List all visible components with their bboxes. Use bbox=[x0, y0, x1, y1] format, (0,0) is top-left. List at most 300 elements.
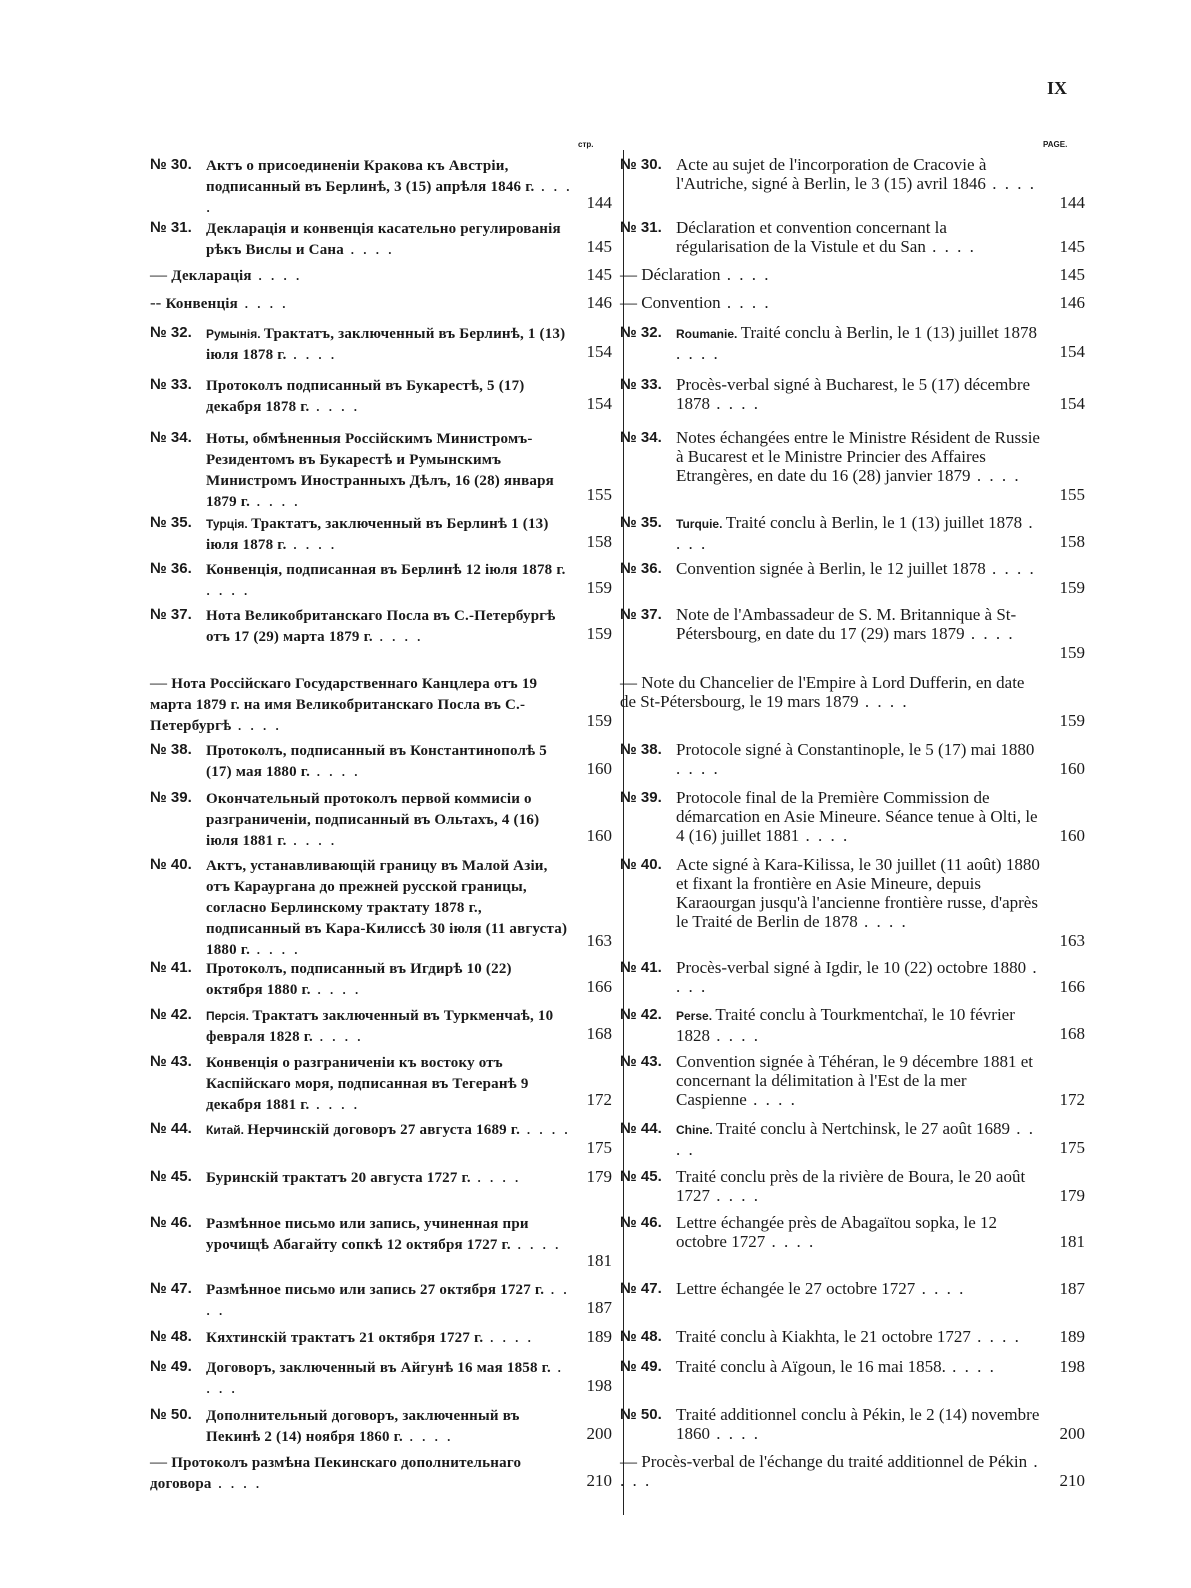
toc-entry-ru bbox=[150, 1119, 612, 1157]
entry-number: № 48. bbox=[620, 1328, 662, 1345]
entry-text: Актъ, устанавливающій границу въ Малой Азіи, отъ Караургана до прежней русской границы, согласно Берлинскому трактату 1878 г., подписанный въ Кара-Килиссѣ 30 іюля (11 августа) 1880 г. bbox=[206, 858, 568, 958]
entry-page-number: 145 bbox=[1059, 237, 1085, 256]
entry-page-number: 154 bbox=[1059, 342, 1085, 361]
entry-text: Окончательный протоколъ первой коммисіи о разграниченіи, подписанный въ Ольтахъ, 4 (16) іюля 1881 г. bbox=[206, 791, 540, 849]
entry-text: Traité conclu à Nertchinsk, le 27 août 1689 bbox=[716, 1119, 1010, 1138]
entry-text: Трактатъ заключенный въ Туркменчаѣ, 10 февраля 1828 г. bbox=[206, 1008, 554, 1045]
entry-title bbox=[206, 1279, 572, 1319]
entry-number: № 44. bbox=[150, 1120, 192, 1137]
toc-entry-fr bbox=[620, 1213, 1085, 1251]
entry-text: Acte au sujet de l'incorporation de Cracovie à l'Autriche, signé à Berlin, le 3 (15) avril 1846 bbox=[676, 155, 987, 193]
entry-page-number: 159 bbox=[586, 578, 612, 597]
entry-title bbox=[676, 1119, 1041, 1159]
page-column-header-ru: стр. bbox=[578, 140, 594, 149]
dot-leader: . . . . bbox=[313, 1026, 364, 1045]
entry-title bbox=[676, 740, 1041, 778]
entry-page-number: 158 bbox=[1059, 532, 1085, 551]
toc-entry-ru bbox=[150, 1452, 612, 1490]
dot-leader: . . . . bbox=[520, 1119, 571, 1138]
dot-leader: . . . . bbox=[510, 1234, 561, 1253]
entry-number: № 48. bbox=[150, 1328, 192, 1345]
dot-leader: . . . . bbox=[206, 1279, 570, 1319]
entry-title bbox=[206, 559, 572, 599]
toc-entry-fr bbox=[620, 740, 1085, 778]
entry-title bbox=[206, 958, 572, 1000]
dot-leader: . . . . bbox=[676, 513, 1035, 553]
entry-text: Кяхтинскій трактатъ 21 октября 1727 г. bbox=[206, 1330, 484, 1346]
toc-entry-fr bbox=[620, 155, 1085, 212]
entry-number: № 47. bbox=[150, 1280, 192, 1297]
entry-country: Perse. bbox=[676, 1009, 716, 1023]
entry-text: Нота Россійскаго Государственнаго Канцлера отъ 19 марта 1879 г. на имя Великобританскаго Посла въ С.-Петербургѣ bbox=[150, 676, 538, 734]
entry-number: № 31. bbox=[150, 219, 192, 236]
entry-number: № 47. bbox=[620, 1280, 662, 1297]
entry-text: Traité conclu à Berlin, le 1 (13) juillet 1878 bbox=[740, 323, 1038, 342]
entry-text: Lettre échangée près de Abagaïtou sopka, le 12 octobre 1727 bbox=[676, 1213, 997, 1251]
entry-title bbox=[676, 428, 1041, 485]
entry-title bbox=[206, 155, 572, 216]
dot-leader: . . . . bbox=[985, 559, 1036, 578]
toc-entry-fr bbox=[620, 855, 1085, 950]
toc-entry-ru bbox=[150, 1005, 612, 1043]
toc-entry-ru bbox=[150, 155, 612, 216]
entry-country: Турція. bbox=[206, 517, 252, 531]
entry-country: Chine. bbox=[676, 1123, 717, 1137]
dot-leader: . . . . bbox=[676, 1119, 1035, 1159]
entry-page-number: 145 bbox=[586, 237, 612, 256]
entry-number: № 30. bbox=[620, 156, 662, 173]
entry-number: № 30. bbox=[150, 156, 192, 173]
entry-page-number: 166 bbox=[1059, 977, 1085, 996]
entry-page-number: 166 bbox=[586, 977, 612, 996]
entry-text: Конвенція о разграниченіи къ востоку отъ Каспійскаго моря, подписанная въ Тегеранѣ 9 декабря 1881 г. bbox=[206, 1055, 529, 1113]
entry-page-number: 175 bbox=[1059, 1138, 1085, 1157]
toc-entry-fr bbox=[620, 1357, 1085, 1376]
entry-text: Протоколъ, подписанный въ Константинополѣ 5 (17) мая 1880 г. bbox=[206, 743, 547, 780]
entry-number: № 49. bbox=[150, 1358, 192, 1375]
entry-page-number: 146 bbox=[1059, 293, 1085, 312]
entry-number: № 43. bbox=[620, 1053, 662, 1070]
dot-leader: . . . . bbox=[620, 1452, 1040, 1490]
entry-text: Протоколъ, подписанный въ Игдирѣ 10 (22) октября 1880 г. bbox=[206, 961, 512, 998]
entry-page-number: 181 bbox=[586, 1251, 612, 1270]
entry-text: Протоколъ размѣна Пекинскаго дополнительнаго договора bbox=[150, 1455, 522, 1492]
entry-text: Traité conclu à Tourkmentchaï, le 10 février 1828 bbox=[676, 1005, 1015, 1045]
entry-page-number: 154 bbox=[586, 394, 612, 413]
entry-title bbox=[676, 855, 1041, 931]
entry-page-number: 145 bbox=[586, 265, 612, 284]
entry-page-number: 144 bbox=[586, 193, 612, 212]
entry-title bbox=[206, 1405, 572, 1447]
entry-text: Procès-verbal signé à Bucharest, le 5 (17) décembre 1878 bbox=[676, 375, 1031, 413]
entry-page-number: 155 bbox=[586, 485, 612, 504]
entry-title bbox=[206, 605, 572, 647]
entry-page-number: 200 bbox=[586, 1424, 612, 1443]
dot-leader: . . . . bbox=[915, 1279, 966, 1298]
toc-entry-fr bbox=[620, 428, 1085, 504]
entry-page-number: 160 bbox=[1059, 759, 1085, 778]
toc-entry-fr bbox=[620, 788, 1085, 845]
entry-number: № 50. bbox=[620, 1406, 662, 1423]
entry-country: Китай. bbox=[206, 1123, 248, 1137]
toc-entry-ru bbox=[150, 1327, 612, 1346]
entry-page-number: 160 bbox=[586, 759, 612, 778]
dot-leader: . . . . bbox=[746, 1090, 797, 1109]
dot-leader: . . . . bbox=[310, 761, 361, 780]
entry-title bbox=[206, 428, 572, 512]
toc-entry-fr bbox=[620, 375, 1085, 413]
dot-leader: . . . . bbox=[206, 580, 250, 599]
entry-text: Размѣнное письмо или запись, учиненная при урочищѣ Абагайту сопкѣ 12 октября 1727 г. bbox=[206, 1216, 529, 1253]
entry-page-number: 159 bbox=[586, 711, 612, 730]
toc-entry-ru bbox=[150, 605, 612, 643]
toc-entry-fr bbox=[620, 218, 1085, 256]
toc-entry-ru bbox=[150, 559, 612, 597]
entry-country: Turquie. bbox=[676, 517, 726, 531]
toc-entry-fr bbox=[620, 1119, 1085, 1157]
dot-leader: . . . . bbox=[470, 1167, 521, 1186]
toc-entry-ru bbox=[150, 513, 612, 551]
dot-leader: . . . . bbox=[286, 830, 337, 849]
entry-text: Нота Великобританскаго Посла въ С.-Петербургѣ отъ 17 (29) марта 1879 г. bbox=[206, 608, 556, 645]
entry-dash: — bbox=[620, 293, 642, 312]
entry-dash: — bbox=[620, 673, 642, 692]
entry-country: Персія. bbox=[206, 1009, 253, 1023]
entry-number: № 38. bbox=[150, 741, 192, 758]
entry-page-number: 146 bbox=[586, 293, 612, 312]
french-toc-column bbox=[620, 155, 1085, 1525]
entry-title bbox=[206, 740, 572, 782]
entry-page-number: 181 bbox=[1059, 1232, 1085, 1251]
entry-title bbox=[676, 1213, 1041, 1251]
entry-number: № 32. bbox=[620, 324, 662, 341]
entry-title bbox=[676, 1279, 1041, 1298]
entry-title bbox=[676, 1167, 1041, 1205]
entry-text: Договоръ, заключенный въ Айгунѣ 16 мая 1858 г. bbox=[206, 1360, 551, 1376]
entry-number: № 41. bbox=[150, 959, 192, 976]
toc-entry-ru bbox=[150, 265, 612, 284]
toc-entry-ru bbox=[150, 958, 612, 996]
dot-leader: . . . . bbox=[970, 1327, 1021, 1346]
toc-entry-ru bbox=[150, 218, 612, 256]
entry-number: № 45. bbox=[150, 1168, 192, 1185]
entry-text: Protocole final de la Première Commission de démarcation en Asie Mineure. Séance tenue à Olti, le 4 (16) juillet 1881 bbox=[676, 788, 1038, 845]
entry-page-number: 159 bbox=[1059, 643, 1085, 662]
entry-number: № 36. bbox=[620, 560, 662, 577]
entry-number: № 44. bbox=[620, 1120, 662, 1137]
entry-text: Procès-verbal de l'échange du traité additionnel de Pékin bbox=[641, 1452, 1028, 1471]
entry-title bbox=[676, 375, 1041, 413]
entry-title bbox=[676, 788, 1041, 845]
entry-page-number: 172 bbox=[1059, 1090, 1085, 1109]
dot-leader: . . . . bbox=[720, 265, 771, 284]
entry-title bbox=[676, 1405, 1041, 1443]
entry-title bbox=[620, 265, 1041, 284]
toc-entry-ru bbox=[150, 1357, 612, 1395]
entry-page-number: 189 bbox=[586, 1327, 612, 1346]
entry-title bbox=[206, 1327, 572, 1348]
toc-entry-ru bbox=[150, 1279, 612, 1317]
entry-page-number: 154 bbox=[586, 342, 612, 361]
entry-title bbox=[206, 513, 572, 555]
dot-leader: . . . . bbox=[309, 396, 360, 415]
entry-number: № 35. bbox=[620, 514, 662, 531]
entry-title bbox=[676, 155, 1041, 193]
entry-number: № 37. bbox=[150, 606, 192, 623]
entry-page-number: 144 bbox=[1059, 193, 1085, 212]
entry-page-number: 154 bbox=[1059, 394, 1085, 413]
entry-number: № 45. bbox=[620, 1168, 662, 1185]
dot-leader: . . . . bbox=[231, 715, 282, 734]
toc-entry-ru bbox=[150, 1052, 612, 1113]
entry-page-number: 145 bbox=[1059, 265, 1085, 284]
entry-title bbox=[620, 673, 1041, 711]
entry-page-number: 198 bbox=[1059, 1357, 1085, 1376]
entry-text: Traité conclu près de la rivière de Boura, le 20 août 1727 bbox=[676, 1167, 1026, 1205]
entry-title bbox=[676, 605, 1041, 643]
entry-page-number: 172 bbox=[586, 1090, 612, 1109]
toc-entry-fr bbox=[620, 265, 1085, 284]
dot-leader: . . . . bbox=[676, 958, 1039, 996]
entry-text: Traité additionnel conclu à Pékin, le 2 (14) novembre 1860 bbox=[676, 1405, 1040, 1443]
entry-page-number: 163 bbox=[1059, 931, 1085, 950]
entry-title bbox=[676, 1357, 1041, 1376]
entry-dash: — bbox=[150, 1452, 172, 1471]
entry-text: Convention signée à Téhéran, le 9 décembre 1881 et concernant la délimitation à l'Est de la mer Caspienne bbox=[676, 1052, 1034, 1109]
entry-number: № 42. bbox=[150, 1006, 192, 1023]
entry-page-number: 189 bbox=[1059, 1327, 1085, 1346]
dot-leader: . . . . bbox=[720, 293, 771, 312]
entry-text: Актъ о присоединеніи Кракова къ Австріи, подписанный въ Берлинѣ, 3 (15) апрѣля 1846 г. bbox=[206, 158, 535, 195]
dot-leader: . . . . bbox=[286, 534, 337, 553]
toc-entry-fr bbox=[620, 513, 1085, 551]
entry-title bbox=[206, 1357, 572, 1397]
entry-text: Convention signée à Berlin, le 12 juillet 1878 bbox=[676, 559, 986, 578]
dot-leader: . . . . bbox=[970, 466, 1021, 485]
entry-text: Notes échangées entre le Ministre Résident de Russie à Bucarest et le Ministre Princier des Affaires Etrangères, en date du 16 (28) janvier 1879 bbox=[676, 428, 1040, 485]
toc-entry-fr bbox=[620, 1052, 1085, 1109]
entry-page-number: 159 bbox=[1059, 578, 1085, 597]
entry-text: Traité conclu à Kiakhta, le 21 octobre 1727 bbox=[676, 1327, 971, 1346]
entry-number: № 36. bbox=[150, 560, 192, 577]
entry-text: Дополнительный договоръ, заключенный въ Пекинѣ 2 (14) ноября 1860 г. bbox=[206, 1408, 520, 1445]
entry-number: № 34. bbox=[150, 429, 192, 446]
dot-leader: . . . . bbox=[211, 1473, 262, 1492]
entry-country: Румынія. bbox=[206, 327, 264, 341]
entry-page-number: 179 bbox=[586, 1167, 612, 1186]
entry-number: № 35. bbox=[150, 514, 192, 531]
entry-title bbox=[206, 1052, 572, 1115]
dot-leader: . . . . bbox=[710, 1424, 760, 1443]
entry-page-number: 159 bbox=[586, 624, 612, 643]
entry-page-number: 159 bbox=[1059, 711, 1085, 730]
dot-leader: . . . . bbox=[945, 1357, 996, 1376]
entry-page-number: 200 bbox=[1059, 1424, 1085, 1443]
entry-number: № 39. bbox=[620, 789, 662, 806]
entry-page-number: 187 bbox=[1059, 1279, 1085, 1298]
entry-text: Lettre échangée le 27 octobre 1727 bbox=[676, 1279, 916, 1298]
entry-number: № 37. bbox=[620, 606, 662, 623]
entry-title bbox=[676, 958, 1041, 996]
entry-title bbox=[620, 1452, 1041, 1490]
russian-toc-column bbox=[150, 155, 612, 1525]
dot-leader: . . . . bbox=[343, 239, 394, 258]
toc-entry-ru bbox=[150, 323, 612, 361]
toc-entry-fr bbox=[620, 1279, 1085, 1298]
dot-leader: . . . . bbox=[372, 626, 423, 645]
entry-title bbox=[206, 1005, 572, 1047]
toc-entry-ru bbox=[150, 1167, 612, 1186]
entry-number: № 46. bbox=[620, 1214, 662, 1231]
toc-entry-fr bbox=[620, 293, 1085, 312]
dot-leader: . . . . bbox=[286, 344, 337, 363]
entry-title bbox=[676, 559, 1041, 578]
dot-leader: . . . . bbox=[310, 979, 361, 998]
dot-leader: . . . . bbox=[676, 759, 720, 778]
entry-text: Ноты, обмѣненныя Россійскимъ Министромъ-Резидентомъ въ Букарестѣ и Румынскимъ Министромъ Иностранныхъ Дѣлъ, 16 (28) января 1879 г. bbox=[206, 431, 554, 510]
entry-page-number: 160 bbox=[1059, 826, 1085, 845]
entry-page-number: 179 bbox=[1059, 1186, 1085, 1205]
entry-number: № 33. bbox=[150, 376, 192, 393]
entry-page-number: 155 bbox=[1059, 485, 1085, 504]
dot-leader: . . . . bbox=[985, 174, 1036, 193]
entry-text: Трактатъ, заключенный въ Берлинѣ, 1 (13) іюля 1878 г. bbox=[206, 326, 566, 363]
entry-country: Roumanie. bbox=[676, 327, 741, 341]
entry-title bbox=[676, 1052, 1041, 1109]
entry-text: Traité conclu à Berlin, le 1 (13) juillet 1878 bbox=[725, 513, 1023, 532]
entry-dash: — bbox=[620, 265, 642, 284]
entry-text: Конвенція bbox=[165, 296, 238, 312]
entry-title bbox=[620, 293, 1041, 312]
toc-entry-fr bbox=[620, 1005, 1085, 1043]
dot-leader: . . . . bbox=[206, 176, 572, 216]
dot-leader: . . . . bbox=[925, 237, 976, 256]
dot-leader: . . . . bbox=[710, 1026, 760, 1045]
toc-entry-fr bbox=[620, 1452, 1085, 1490]
entry-title bbox=[150, 265, 572, 286]
toc-entry-ru bbox=[150, 428, 612, 510]
entry-page-number: 160 bbox=[586, 826, 612, 845]
dot-leader: . . . . bbox=[858, 692, 909, 711]
dot-leader: . . . . bbox=[710, 394, 760, 413]
entry-title bbox=[206, 855, 572, 960]
entry-title bbox=[206, 788, 572, 851]
entry-number: № 49. bbox=[620, 1358, 662, 1375]
entry-page-number: 158 bbox=[586, 532, 612, 551]
dot-leader: . . . . bbox=[964, 624, 1015, 643]
toc-entry-ru bbox=[150, 1405, 612, 1443]
entry-dash: — bbox=[620, 1452, 642, 1471]
entry-text: Acte signé à Kara-Kilissa, le 30 juillet (11 août) 1880 et fixant la frontière en Asie Mineure, depuis Karaourgan jusqu'à l'ancienne frontière russe, d'après le Traité de Berlin de 1878 bbox=[676, 855, 1040, 931]
entry-text: Декларація и конвенція касательно регулированія рѣкъ Вислы и Сана bbox=[206, 221, 561, 258]
dot-leader: . . . . bbox=[309, 1094, 360, 1113]
toc-entry-fr bbox=[620, 673, 1085, 730]
toc-entry-ru bbox=[150, 375, 612, 413]
toc-entry-fr bbox=[620, 1405, 1085, 1443]
toc-entry-ru bbox=[150, 673, 612, 734]
dot-leader: . . . . bbox=[676, 344, 720, 363]
entry-number: № 32. bbox=[150, 324, 192, 341]
entry-page-number: 187 bbox=[586, 1298, 612, 1317]
toc-entry-ru bbox=[150, 740, 612, 778]
entry-number: № 40. bbox=[620, 856, 662, 873]
entry-title bbox=[206, 323, 572, 365]
dot-leader: . . . . bbox=[250, 491, 301, 510]
entry-text: Нерчинскій договоръ 27 августа 1689 г. bbox=[247, 1122, 521, 1138]
toc-entry-fr bbox=[620, 1327, 1085, 1346]
toc-entry-fr bbox=[620, 605, 1085, 662]
toc-entry-fr bbox=[620, 323, 1085, 361]
dot-leader: . . . . bbox=[206, 1357, 564, 1397]
toc-entry-ru bbox=[150, 293, 612, 312]
entry-number: № 34. bbox=[620, 429, 662, 446]
entry-text: Буринскій трактатъ 20 августа 1727 г. bbox=[206, 1170, 471, 1186]
dot-leader: . . . . bbox=[799, 826, 850, 845]
entry-text: Размѣнное письмо или запись 27 октября 1727 г. bbox=[206, 1282, 545, 1298]
entry-title bbox=[206, 1213, 572, 1255]
entry-number: № 31. bbox=[620, 219, 662, 236]
dot-leader: . . . . bbox=[483, 1327, 534, 1346]
entry-number: № 43. bbox=[150, 1053, 192, 1070]
entry-page-number: 198 bbox=[586, 1376, 612, 1395]
entry-title bbox=[676, 218, 1041, 256]
entry-text: Декларація bbox=[171, 268, 252, 284]
entry-text: Traité conclu à Aïgoun, le 16 mai 1858. bbox=[676, 1357, 946, 1376]
entry-page-number: 210 bbox=[586, 1471, 612, 1490]
entry-number: № 40. bbox=[150, 856, 192, 873]
entry-text: Протоколъ подписанный въ Букарестѣ, 5 (17) декабря 1878 г. bbox=[206, 378, 525, 415]
page-number: IX bbox=[1046, 78, 1067, 98]
entry-number: № 46. bbox=[150, 1214, 192, 1231]
toc-entry-ru bbox=[150, 1213, 612, 1270]
entry-title bbox=[206, 1119, 572, 1140]
entry-page-number: 163 bbox=[586, 931, 612, 950]
dot-leader: . . . . bbox=[237, 293, 288, 312]
entry-page-number: 168 bbox=[586, 1024, 612, 1043]
entry-text: Конвенція, подписанная въ Берлинѣ 12 іюля 1878 г. bbox=[206, 562, 566, 578]
entry-number: № 41. bbox=[620, 959, 662, 976]
entry-title bbox=[676, 1005, 1041, 1045]
dot-leader: . . . . bbox=[857, 912, 908, 931]
entry-title bbox=[206, 1167, 572, 1188]
dot-leader: . . . . bbox=[402, 1426, 453, 1445]
entry-text: Procès-verbal signé à Igdir, le 10 (22) octobre 1880 bbox=[676, 958, 1027, 977]
entry-dash: — bbox=[150, 265, 172, 284]
entry-text: Note de l'Ambassadeur de S. M. Britannique à St-Pétersbourg, en date du 17 (29) mars 1879 bbox=[676, 605, 1017, 643]
entry-page-number: 210 bbox=[1059, 1471, 1085, 1490]
entry-dash: -- bbox=[150, 293, 166, 312]
dot-leader: . . . . bbox=[250, 939, 301, 958]
entry-title bbox=[150, 673, 572, 736]
entry-title bbox=[676, 323, 1041, 363]
entry-number: № 42. bbox=[620, 1006, 662, 1023]
toc-entry-fr bbox=[620, 559, 1085, 597]
entry-number: № 33. bbox=[620, 376, 662, 393]
entry-text: Protocole signé à Constantinople, le 5 (17) mai 1880 bbox=[676, 740, 1035, 759]
entry-title bbox=[676, 1327, 1041, 1346]
entry-text: Déclaration bbox=[641, 265, 721, 284]
entry-number: № 38. bbox=[620, 741, 662, 758]
toc-entry-ru bbox=[150, 855, 612, 958]
entry-text: Déclaration et convention concernant la régularisation de la Vistule et du San bbox=[676, 218, 947, 256]
entry-title bbox=[206, 375, 572, 417]
entry-number: № 39. bbox=[150, 789, 192, 806]
entry-page-number: 175 bbox=[586, 1138, 612, 1157]
entry-page-number: 168 bbox=[1059, 1024, 1085, 1043]
dot-leader: . . . . bbox=[251, 265, 302, 284]
toc-entry-fr bbox=[620, 958, 1085, 996]
entry-title bbox=[150, 293, 572, 314]
